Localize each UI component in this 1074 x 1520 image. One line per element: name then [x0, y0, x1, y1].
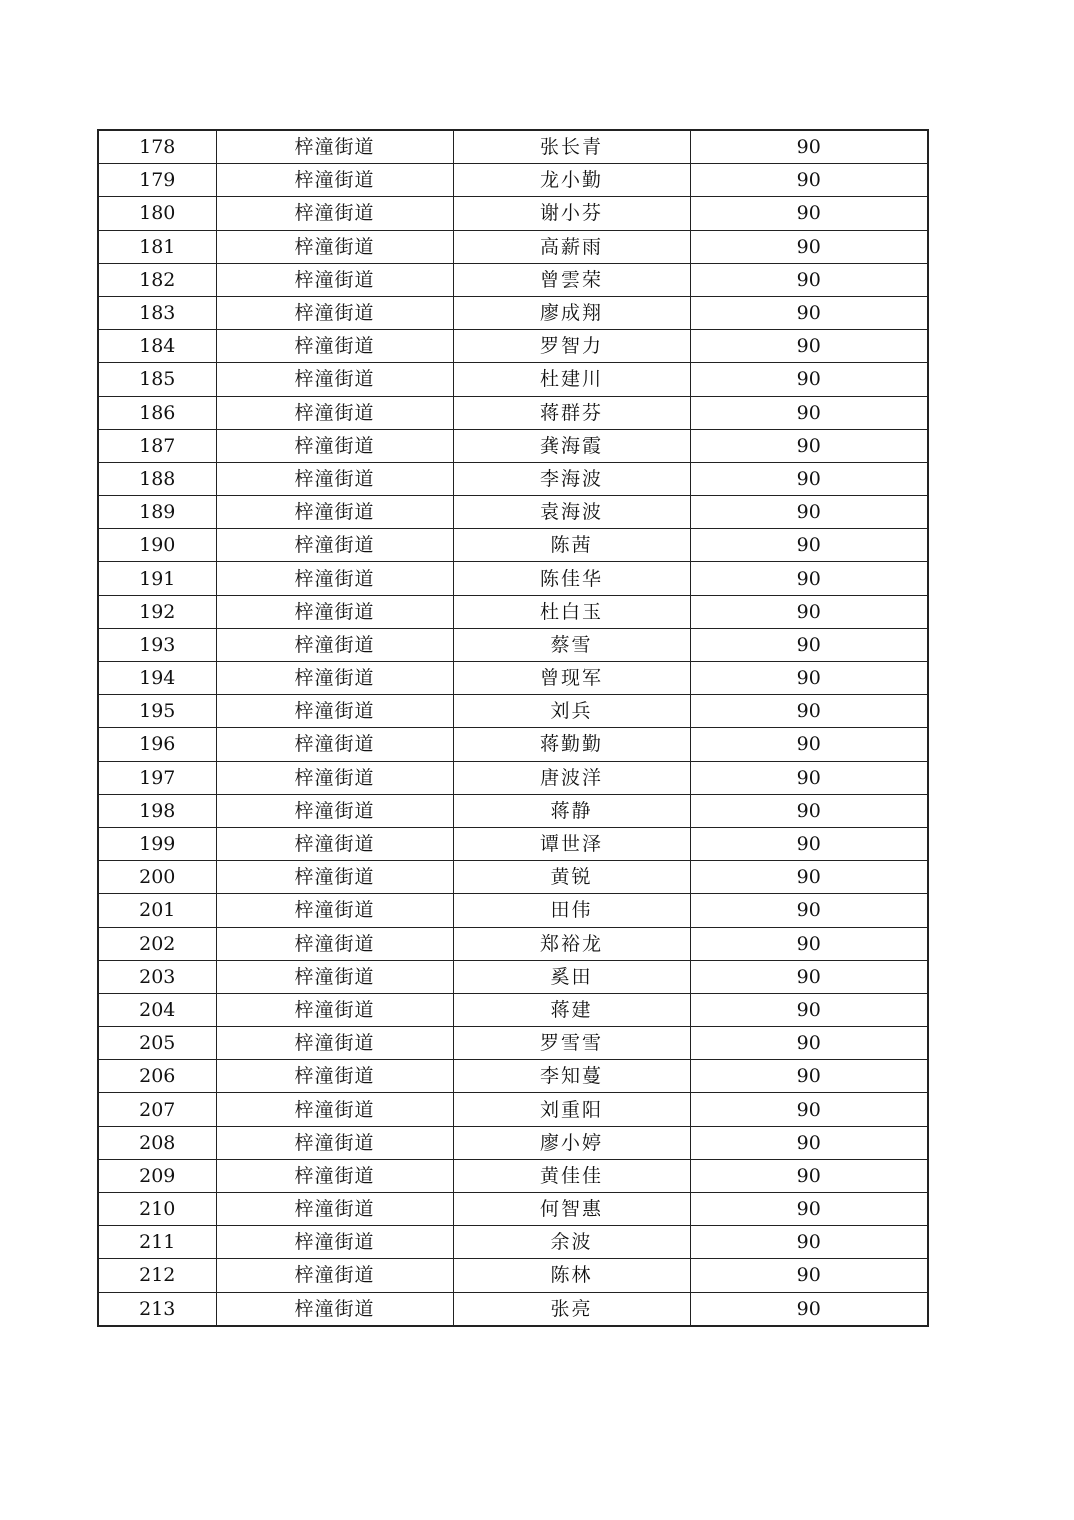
street-cell: 梓潼街道 [216, 628, 453, 661]
person-name-cell: 杜白玉 [453, 595, 690, 628]
row-number-cell: 198 [98, 794, 216, 827]
row-number-cell: 212 [98, 1259, 216, 1292]
street-cell: 梓潼街道 [216, 197, 453, 230]
street-cell: 梓潼街道 [216, 263, 453, 296]
person-name-cell: 龙小勤 [453, 164, 690, 197]
roster-table [97, 129, 929, 1327]
person-name-cell: 蒋建 [453, 993, 690, 1026]
score-cell: 90 [690, 429, 928, 462]
score-cell: 90 [690, 1027, 928, 1060]
table-row [98, 993, 928, 1026]
street-cell: 梓潼街道 [216, 496, 453, 529]
score-cell: 90 [690, 993, 928, 1026]
person-name-cell: 李海波 [453, 462, 690, 495]
row-number-cell: 211 [98, 1226, 216, 1259]
table-row [98, 164, 928, 197]
score-cell: 90 [690, 330, 928, 363]
table-row [98, 960, 928, 993]
score-cell: 90 [690, 728, 928, 761]
row-number-cell: 185 [98, 363, 216, 396]
score-cell: 90 [690, 462, 928, 495]
table-row [98, 894, 928, 927]
table-row [98, 728, 928, 761]
score-cell: 90 [690, 130, 928, 164]
row-number-cell: 183 [98, 296, 216, 329]
person-name-cell: 张长青 [453, 130, 690, 164]
person-name-cell: 高薪雨 [453, 230, 690, 263]
score-cell: 90 [690, 164, 928, 197]
table-row [98, 1093, 928, 1126]
row-number-cell: 195 [98, 695, 216, 728]
row-number-cell: 197 [98, 761, 216, 794]
row-number-cell: 187 [98, 429, 216, 462]
table-row [98, 827, 928, 860]
street-cell: 梓潼街道 [216, 296, 453, 329]
score-cell: 90 [690, 662, 928, 695]
person-name-cell: 张亮 [453, 1292, 690, 1326]
person-name-cell: 陈林 [453, 1259, 690, 1292]
person-name-cell: 谭世泽 [453, 827, 690, 860]
row-number-cell: 188 [98, 462, 216, 495]
score-cell: 90 [690, 628, 928, 661]
street-cell: 梓潼街道 [216, 230, 453, 263]
person-name-cell: 袁海波 [453, 496, 690, 529]
street-cell: 梓潼街道 [216, 1193, 453, 1226]
table-row [98, 562, 928, 595]
score-cell: 90 [690, 1292, 928, 1326]
street-cell: 梓潼街道 [216, 1259, 453, 1292]
street-cell: 梓潼街道 [216, 1126, 453, 1159]
row-number-cell: 194 [98, 662, 216, 695]
score-cell: 90 [690, 562, 928, 595]
row-number-cell: 191 [98, 562, 216, 595]
street-cell: 梓潼街道 [216, 164, 453, 197]
person-name-cell: 何智惠 [453, 1193, 690, 1226]
score-cell: 90 [690, 960, 928, 993]
table-row [98, 529, 928, 562]
street-cell: 梓潼街道 [216, 429, 453, 462]
score-cell: 90 [690, 1159, 928, 1192]
score-cell: 90 [690, 927, 928, 960]
table-row [98, 1159, 928, 1192]
table-row [98, 263, 928, 296]
street-cell: 梓潼街道 [216, 794, 453, 827]
score-cell: 90 [690, 296, 928, 329]
row-number-cell: 213 [98, 1292, 216, 1326]
street-cell: 梓潼街道 [216, 861, 453, 894]
score-cell: 90 [690, 1226, 928, 1259]
table-row [98, 761, 928, 794]
street-cell: 梓潼街道 [216, 960, 453, 993]
street-cell: 梓潼街道 [216, 894, 453, 927]
person-name-cell: 刘重阳 [453, 1093, 690, 1126]
score-cell: 90 [690, 861, 928, 894]
row-number-cell: 184 [98, 330, 216, 363]
table-row [98, 1126, 928, 1159]
score-cell: 90 [690, 1259, 928, 1292]
score-cell: 90 [690, 894, 928, 927]
row-number-cell: 206 [98, 1060, 216, 1093]
score-cell: 90 [690, 1126, 928, 1159]
person-name-cell: 杜建川 [453, 363, 690, 396]
score-cell: 90 [690, 230, 928, 263]
table-row [98, 927, 928, 960]
street-cell: 梓潼街道 [216, 1060, 453, 1093]
street-cell: 梓潼街道 [216, 562, 453, 595]
person-name-cell: 黄锐 [453, 861, 690, 894]
table-row [98, 695, 928, 728]
table-row [98, 429, 928, 462]
table-row [98, 662, 928, 695]
person-name-cell: 陈茜 [453, 529, 690, 562]
table-row [98, 363, 928, 396]
street-cell: 梓潼街道 [216, 330, 453, 363]
table-row [98, 330, 928, 363]
row-number-cell: 205 [98, 1027, 216, 1060]
row-number-cell: 179 [98, 164, 216, 197]
street-cell: 梓潼街道 [216, 363, 453, 396]
street-cell: 梓潼街道 [216, 1226, 453, 1259]
street-cell: 梓潼街道 [216, 529, 453, 562]
score-cell: 90 [690, 1193, 928, 1226]
street-cell: 梓潼街道 [216, 462, 453, 495]
row-number-cell: 201 [98, 894, 216, 927]
person-name-cell: 蔡雪 [453, 628, 690, 661]
person-name-cell: 曾雲荣 [453, 263, 690, 296]
row-number-cell: 200 [98, 861, 216, 894]
person-name-cell: 郑裕龙 [453, 927, 690, 960]
table-row [98, 1259, 928, 1292]
row-number-cell: 207 [98, 1093, 216, 1126]
table-row [98, 1060, 928, 1093]
person-name-cell: 李知蔓 [453, 1060, 690, 1093]
table-row [98, 496, 928, 529]
table-row [98, 296, 928, 329]
table-row [98, 794, 928, 827]
score-cell: 90 [690, 363, 928, 396]
person-name-cell: 田伟 [453, 894, 690, 927]
person-name-cell: 蒋静 [453, 794, 690, 827]
row-number-cell: 199 [98, 827, 216, 860]
person-name-cell: 奚田 [453, 960, 690, 993]
table-row [98, 1027, 928, 1060]
row-number-cell: 181 [98, 230, 216, 263]
person-name-cell: 龚海霞 [453, 429, 690, 462]
table-row [98, 595, 928, 628]
score-cell: 90 [690, 1093, 928, 1126]
row-number-cell: 193 [98, 628, 216, 661]
score-cell: 90 [690, 827, 928, 860]
street-cell: 梓潼街道 [216, 130, 453, 164]
street-cell: 梓潼街道 [216, 595, 453, 628]
person-name-cell: 余波 [453, 1226, 690, 1259]
street-cell: 梓潼街道 [216, 1159, 453, 1192]
score-cell: 90 [690, 197, 928, 230]
row-number-cell: 178 [98, 130, 216, 164]
table-row [98, 396, 928, 429]
table-row [98, 230, 928, 263]
person-name-cell: 廖小婷 [453, 1126, 690, 1159]
table-row [98, 628, 928, 661]
row-number-cell: 182 [98, 263, 216, 296]
person-name-cell: 曾现军 [453, 662, 690, 695]
person-name-cell: 廖成翔 [453, 296, 690, 329]
street-cell: 梓潼街道 [216, 1093, 453, 1126]
row-number-cell: 204 [98, 993, 216, 1026]
street-cell: 梓潼街道 [216, 662, 453, 695]
table-row [98, 861, 928, 894]
table-row [98, 1193, 928, 1226]
street-cell: 梓潼街道 [216, 1292, 453, 1326]
score-cell: 90 [690, 529, 928, 562]
person-name-cell: 陈佳华 [453, 562, 690, 595]
street-cell: 梓潼街道 [216, 396, 453, 429]
row-number-cell: 192 [98, 595, 216, 628]
street-cell: 梓潼街道 [216, 927, 453, 960]
person-name-cell: 罗智力 [453, 330, 690, 363]
table-row [98, 130, 928, 164]
person-name-cell: 罗雪雪 [453, 1027, 690, 1060]
row-number-cell: 186 [98, 396, 216, 429]
row-number-cell: 202 [98, 927, 216, 960]
table-row [98, 197, 928, 230]
row-number-cell: 180 [98, 197, 216, 230]
row-number-cell: 190 [98, 529, 216, 562]
score-cell: 90 [690, 263, 928, 296]
street-cell: 梓潼街道 [216, 695, 453, 728]
score-cell: 90 [690, 595, 928, 628]
row-number-cell: 196 [98, 728, 216, 761]
score-cell: 90 [690, 496, 928, 529]
street-cell: 梓潼街道 [216, 993, 453, 1026]
roster-table-body [98, 130, 928, 1326]
row-number-cell: 209 [98, 1159, 216, 1192]
table-row [98, 462, 928, 495]
person-name-cell: 蒋群芬 [453, 396, 690, 429]
street-cell: 梓潼街道 [216, 728, 453, 761]
table-row [98, 1292, 928, 1326]
table-row [98, 1226, 928, 1259]
score-cell: 90 [690, 761, 928, 794]
row-number-cell: 208 [98, 1126, 216, 1159]
row-number-cell: 203 [98, 960, 216, 993]
person-name-cell: 谢小芬 [453, 197, 690, 230]
score-cell: 90 [690, 1060, 928, 1093]
score-cell: 90 [690, 396, 928, 429]
person-name-cell: 唐波洋 [453, 761, 690, 794]
person-name-cell: 黄佳佳 [453, 1159, 690, 1192]
street-cell: 梓潼街道 [216, 761, 453, 794]
street-cell: 梓潼街道 [216, 827, 453, 860]
person-name-cell: 蒋勤勤 [453, 728, 690, 761]
score-cell: 90 [690, 794, 928, 827]
street-cell: 梓潼街道 [216, 1027, 453, 1060]
row-number-cell: 210 [98, 1193, 216, 1226]
row-number-cell: 189 [98, 496, 216, 529]
score-cell: 90 [690, 695, 928, 728]
person-name-cell: 刘兵 [453, 695, 690, 728]
